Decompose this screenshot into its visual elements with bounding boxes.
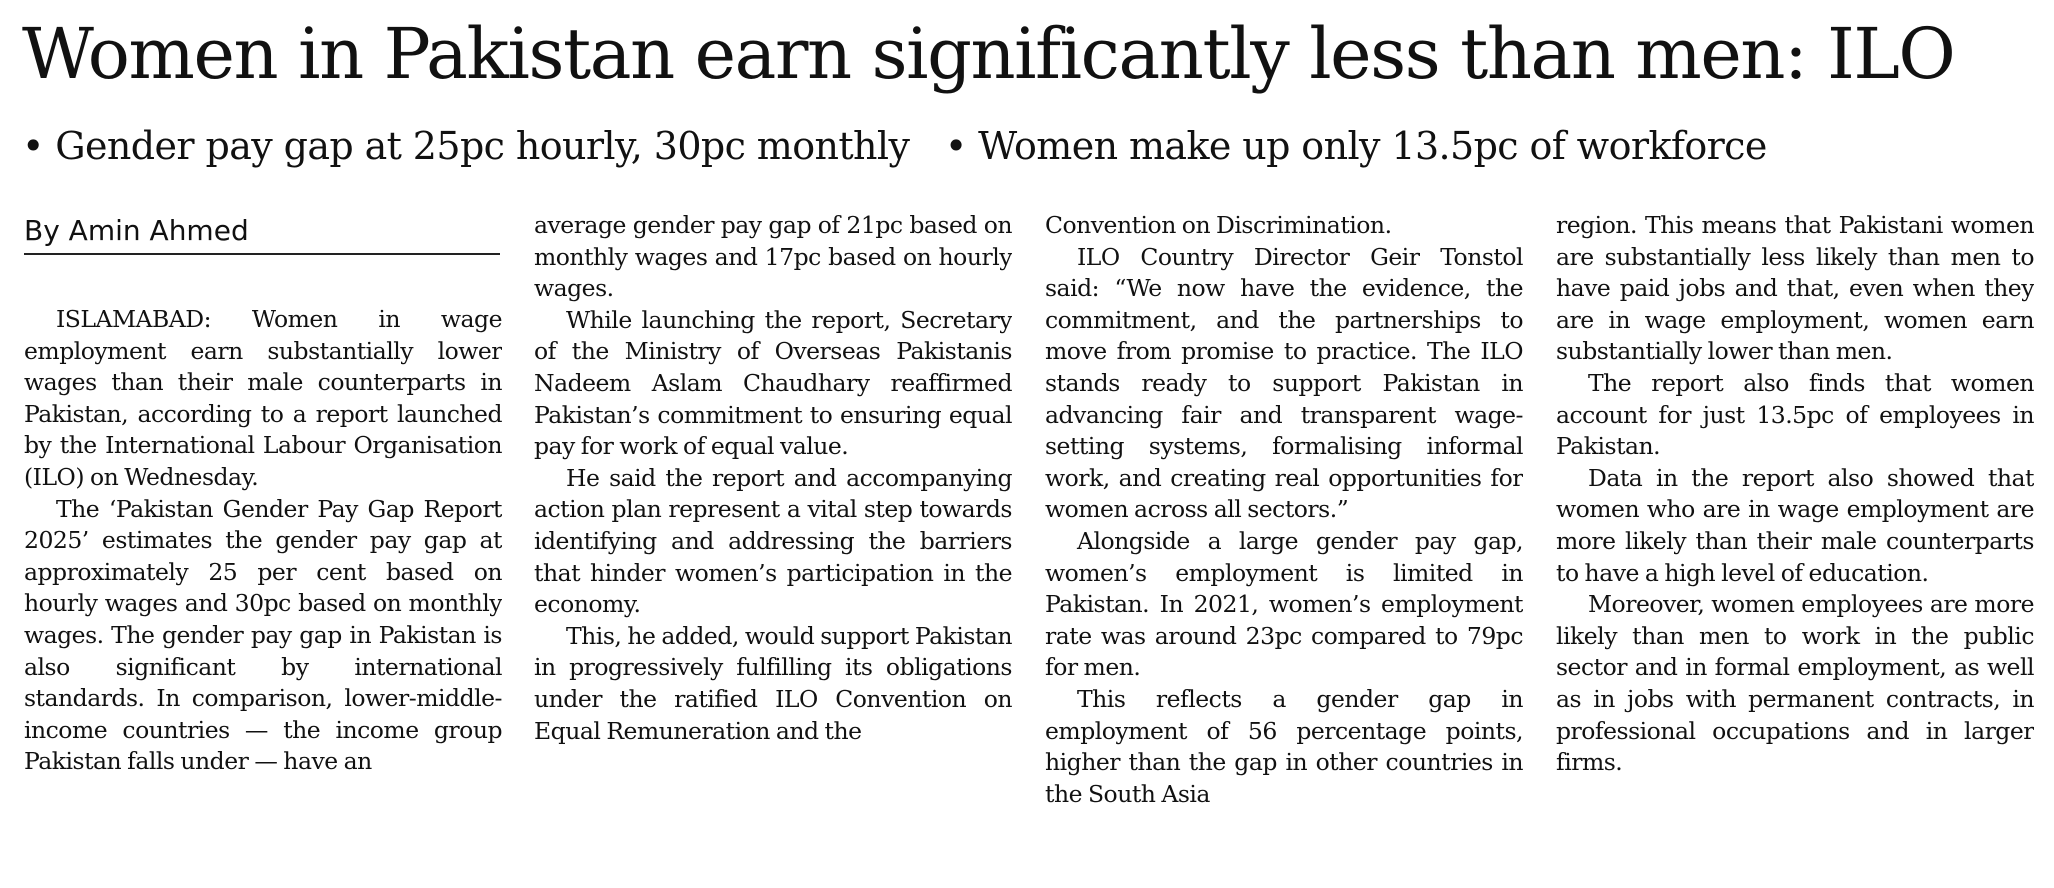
subhead-workforce: • Women make up only 13.5pc of workforce — [944, 124, 1767, 168]
paragraph: region. This means that Pakistani women are substantially less likely than men to have paid jobs and that, even when they are in wage employment, women earn substantially lower than men. — [1556, 211, 2034, 366]
paragraph: ILO Country Director Geir Tonstol said: “We now have the evidence, the commitment, and the partnerships to move from promise to practice. The ILO stands ready to support Pakistan in advancing fair and transparent wage-setting systems, formalising informal work, and creating real opportunities for women across all sectors.” — [1045, 242, 1523, 524]
paragraph: average gender pay gap of 21pc based on monthly wages and 17pc based on hourly wages. — [534, 211, 1012, 303]
paragraph: The ‘Pakistan Gender Pay Gap Report 2025’ estimates the gender pay gap at approximately 25 per cent based on hourly wages and 30pc based on monthly wages. The gender pay gap in Pakistan is also significant by international standards. In comparison, lower-middle-income countries — the income group Pakistan falls under — have an — [24, 494, 502, 776]
paragraph: Moreover, women employees are more likely than men to work in the public sector and in formal employment, as well as in jobs with permanent contracts, in professional occupations and in larger firms. — [1556, 590, 2034, 777]
subhead-pay-gap: • Gender pay gap at 25pc hourly, 30pc monthly — [22, 124, 910, 168]
paragraph: This reflects a gender gap in employment of 56 percentage points, higher than the gap in other countries in the South Asia — [1045, 684, 1523, 808]
paragraph: Alongside a large gender pay gap, women’s employment is limited in Pakistan. In 2021, women’s employment rate was around 23pc compared to 79pc for men. — [1045, 526, 1523, 682]
article-column-1 — [24, 304, 502, 876]
article-column-3 — [1045, 210, 1523, 876]
paragraph: Convention on Discrimination. — [1045, 211, 1392, 239]
article-column-4 — [1556, 210, 2034, 876]
paragraph: He said the report and accompanying action plan represent a vital step towards identifying and addressing the barriers that hinder women’s participation in the economy. — [534, 463, 1012, 619]
paragraph: ISLAMABAD: Women in wage employment earn substantially lower wages than their male counterparts in Pakistan, according to a report launched by the International Labour Organisation (ILO) on Wednesday. — [24, 305, 502, 491]
headline: Women in Pakistan earn significantly less than men: ILO — [22, 13, 1955, 95]
paragraph: Data in the report also showed that women who are in wage employment are more likely than their male counterparts to have a high level of education. — [1556, 463, 2034, 587]
paragraph: The report also finds that women account for just 13.5pc of employees in Pakistan. — [1556, 368, 2034, 461]
byline: By Amin Ahmed — [24, 209, 500, 255]
subheads — [22, 117, 2042, 175]
paragraph: This, he added, would support Pakistan in progressively fulfilling its obligations under the ratified ILO Convention on Equal Remuneration and the — [534, 621, 1012, 745]
article-column-2 — [534, 210, 1012, 876]
paragraph: While launching the report, Secretary of the Ministry of Overseas Pakistanis Nadeem Aslam Chaudhary reaffirmed Pakistan’s commitment to ensuring equal pay for work of equal value. — [534, 305, 1012, 461]
